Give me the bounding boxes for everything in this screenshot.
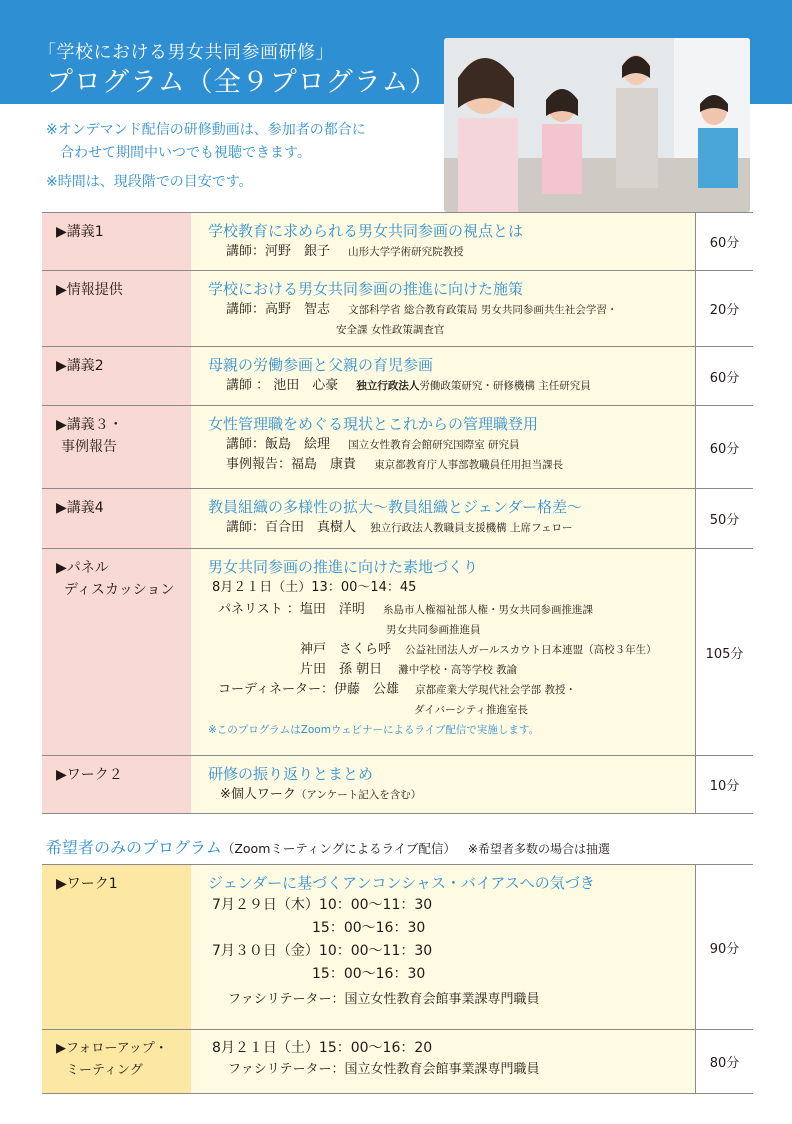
affiliation: 文部科学省 総合教育政策局 男女共同参画共生社会学習・ — [348, 304, 618, 316]
program-row — [42, 1030, 753, 1094]
optional-heading — [46, 835, 610, 858]
program-title: 学校教育に求められる男女共同参画の視点とは — [208, 222, 524, 240]
program-title: 女性管理職をめぐる現状とこれからの管理職登用 — [208, 415, 539, 433]
affiliation: 東京都教育庁人事部教職員任用担当課長 — [374, 459, 564, 471]
program-content — [191, 865, 696, 1030]
lottery-note: ※希望者多数の場合は抽選 — [467, 842, 610, 856]
coordinator-affiliation: 京都産業大学現代社会学部 教授・ — [415, 684, 576, 696]
duration: 60分 — [696, 347, 754, 406]
optional-table — [42, 864, 753, 1094]
duration: 90分 — [696, 865, 754, 1030]
program-date: 8月２１日（土）13：00〜14：45 — [212, 580, 417, 595]
program-title: 研修の振り返りとまとめ — [208, 765, 374, 783]
program-title: ジェンダーに基づくアンコンシャス・バイアスへの気づき — [208, 874, 595, 892]
header-subtitle: 「学校における男女共同参画研修」 — [38, 42, 334, 63]
duration: 10分 — [696, 756, 754, 814]
schedule-line: 8月２１日（土）15：00〜16：20 — [212, 1040, 433, 1056]
schedule-line: 7月２９日（木）10：00〜11：30 — [212, 897, 433, 913]
program-title: 学校における男女共同参画の推進に向けた施策 — [208, 280, 524, 298]
panel-role: コーディネーター： — [218, 682, 334, 697]
duration: 20分 — [696, 271, 754, 347]
panelist-name: 片田 孫 朝日 — [300, 662, 383, 677]
coordinator-affiliation: ダイバーシティ推進室長 — [414, 704, 529, 716]
program-content — [191, 489, 696, 549]
program-content — [191, 271, 696, 347]
note-line: ※時間は、現段階での目安です。 — [46, 174, 253, 190]
program-content — [191, 213, 696, 271]
panelist-affiliation: 男女共同参画推進員 — [386, 624, 481, 636]
program-content — [191, 549, 696, 756]
note-line: ※オンデマンド配信の研修動画は、参加者の都合に — [46, 122, 366, 138]
affiliation: 労働政策研究・研修機構 主任研究員 — [419, 380, 591, 392]
affiliation: 国立女性教育会館研究国際室 研究員 — [348, 439, 520, 451]
program-row — [42, 489, 753, 549]
note-line: 合わせて期間中いつでも視聴できます。 — [60, 145, 311, 161]
panelist-affiliation: 灘中学校・高等学校 教諭 — [398, 664, 518, 676]
program-row — [42, 865, 753, 1030]
lecturer: 講師 ： 池田 心豪 — [226, 378, 339, 393]
optional-title: 希望者のみのプログラム — [46, 838, 222, 857]
panelist-affiliation: 糸島市人権福祉部人権・男女共同参画推進課 — [383, 604, 594, 616]
program-label: ▶フォローアップ・ ミーティング — [42, 1030, 191, 1094]
panelist-name: 神戸 さくら呼 — [300, 642, 392, 657]
program-label: ▶講義4 — [42, 489, 191, 549]
program-label: ▶ワーク２ — [42, 756, 191, 814]
work-note: （アンケート記入を含む） — [295, 789, 422, 801]
duration: 60分 — [696, 406, 754, 489]
affiliation: 安全課 女性政策調査官 — [336, 324, 445, 336]
program-row — [42, 756, 753, 814]
coordinator-name: 伊藤 公雄 — [333, 682, 399, 697]
schedule-line: 15：00〜16：30 — [312, 966, 426, 982]
lecturer: 講師：河野 銀子 — [226, 244, 331, 259]
program-label: ▶講義1 — [42, 213, 191, 271]
duration: 80分 — [696, 1030, 754, 1094]
program-content — [191, 347, 696, 406]
panelist-affiliation: 公益社団法人ガールスカウト日本連盟（高校３年生） — [405, 644, 657, 656]
facilitator: ファシリテーター：国立女性教育会館事業課専門職員 — [228, 1062, 540, 1077]
program-row — [42, 347, 753, 406]
program-row — [42, 213, 753, 271]
facilitator: ファシリテーター：国立女性教育会館事業課専門職員 — [228, 992, 540, 1007]
program-title: 教員組織の多様性の拡大〜教員組織とジェンダー格差〜 — [208, 498, 583, 516]
notes — [46, 119, 446, 194]
panel-role: パネリスト ： — [218, 602, 300, 617]
program-content — [191, 406, 696, 489]
panelist-name: 塩田 洋明 — [299, 602, 365, 617]
affiliation: 独立行政法人教職員支援機構 上席フェロー — [370, 522, 573, 534]
duration: 105分 — [696, 549, 754, 756]
optional-delivery: （Zoomミーティングによるライブ配信） — [221, 841, 456, 856]
program-row — [42, 406, 753, 489]
program-table — [42, 212, 753, 814]
lecturer: 講師：百合田 真樹人 — [226, 520, 357, 535]
program-label: ▶講義2 — [42, 347, 191, 406]
work-type: ※個人ワーク — [220, 787, 296, 802]
program-label: ▶ワーク1 — [42, 865, 191, 1030]
header-photo — [444, 38, 750, 212]
program-note: ※このプログラムはZoomウェビナーによるライブ配信で実施します。 — [208, 724, 540, 736]
program-title: 男女共同参画の推進に向けた素地づくり — [208, 558, 479, 576]
program-content — [191, 756, 696, 814]
program-label: ▶パネル ディスカッション — [42, 549, 191, 756]
program-content — [191, 1030, 696, 1094]
program-label: ▶講義３・ 事例報告 — [42, 406, 191, 489]
program-label: ▶情報提供 — [42, 271, 191, 347]
case-reporter: 事例報告：福島 康貴 — [226, 457, 357, 472]
program-row — [42, 549, 753, 756]
schedule-line: 15：00〜16：30 — [312, 920, 426, 936]
program-row — [42, 271, 753, 347]
program-title: 母親の労働参画と父親の育児参画 — [208, 356, 434, 374]
lecturer: 講師：高野 智志 — [226, 302, 331, 317]
duration: 50分 — [696, 489, 754, 549]
schedule-line: 7月３０日（金）10：00〜11：30 — [212, 943, 433, 959]
affiliation-org: 独立行政法人 — [356, 380, 420, 392]
header-title: プログラム（全９プログラム） — [46, 67, 438, 98]
duration: 60分 — [696, 213, 754, 271]
lecturer: 講師：飯島 絵理 — [226, 437, 331, 452]
affiliation: 山形大学学術研究院教授 — [348, 246, 464, 258]
